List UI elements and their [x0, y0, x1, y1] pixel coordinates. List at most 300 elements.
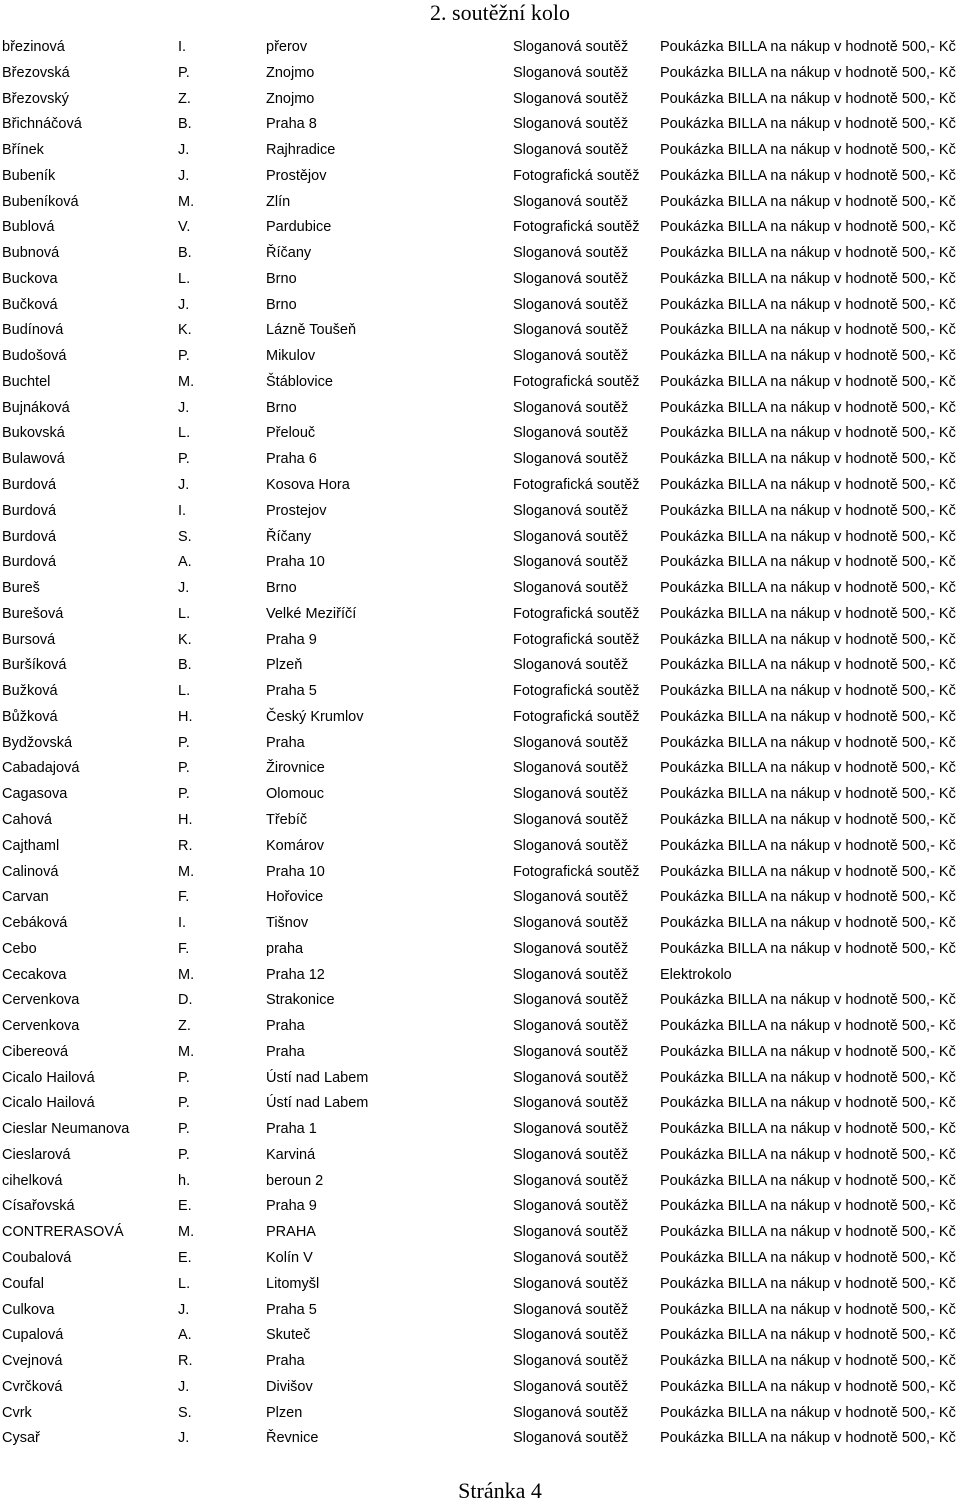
list-item: [0, 1145, 960, 1171]
entry-category: Fotografická soutěž: [513, 708, 640, 725]
entry-prize: Poukázka BILLA na nákup v hodnotě 500,- Kč: [660, 1275, 956, 1292]
entry-prize: Poukázka BILLA na nákup v hodnotě 500,- Kč: [660, 1430, 956, 1447]
entry-initial: J.: [178, 1430, 190, 1447]
entry-surname: Culkova: [2, 1301, 55, 1318]
entry-initial: P.: [178, 451, 190, 468]
list-item: [0, 965, 960, 991]
entry-city: Plzeň: [266, 657, 303, 674]
entry-surname: Calinová: [2, 863, 59, 880]
entry-initial: M.: [178, 193, 195, 210]
entry-prize: Poukázka BILLA na nákup v hodnotě 500,- Kč: [660, 296, 956, 313]
entry-category: Sloganová soutěž: [513, 1121, 629, 1138]
entry-initial: L.: [178, 425, 191, 442]
entry-category: Sloganová soutěž: [513, 554, 629, 571]
entry-initial: I.: [178, 502, 187, 519]
list-item: [0, 217, 960, 243]
entry-category: Sloganová soutěž: [513, 915, 629, 932]
list-item: [0, 89, 960, 115]
list-item: [0, 707, 960, 733]
entry-category: Sloganová soutěž: [513, 322, 629, 339]
entry-category: Sloganová soutěž: [513, 1275, 629, 1292]
list-item: [0, 423, 960, 449]
entry-initial: B.: [178, 116, 192, 133]
entry-city: Rajhradice: [266, 142, 336, 159]
entry-surname: Bučková: [2, 296, 58, 313]
entry-initial: L.: [178, 683, 191, 700]
entry-initial: M.: [178, 1224, 195, 1241]
entry-surname: Cvrčková: [2, 1378, 63, 1395]
entry-category: Sloganová soutěž: [513, 1146, 629, 1163]
entry-initial: S.: [178, 1404, 192, 1421]
entry-category: Sloganová soutěž: [513, 1249, 629, 1266]
entry-category: Fotografická soutěž: [513, 605, 640, 622]
entry-surname: Coufal: [2, 1275, 44, 1292]
entry-prize: Poukázka BILLA na nákup v hodnotě 500,- Kč: [660, 554, 956, 571]
entry-prize: Poukázka BILLA na nákup v hodnotě 500,- Kč: [660, 502, 956, 519]
entry-category: Sloganová soutěž: [513, 39, 629, 55]
entry-prize: Poukázka BILLA na nákup v hodnotě 500,- Kč: [660, 889, 956, 906]
entry-city: Brno: [266, 296, 297, 313]
entry-city: Praha: [266, 734, 305, 751]
page-title: 2. soutěžní kolo: [430, 0, 570, 25]
entry-city: Český Krumlov: [266, 708, 364, 725]
entry-city: Praha 10: [266, 863, 325, 880]
list-item: [0, 1428, 960, 1454]
entry-prize: Poukázka BILLA na nákup v hodnotě 500,- Kč: [660, 734, 956, 751]
entry-category: Sloganová soutěž: [513, 1095, 629, 1112]
entry-initial: J.: [178, 477, 190, 494]
entry-city: Ústí nad Labem: [266, 1069, 369, 1086]
entry-category: Fotografická soutěž: [513, 631, 640, 648]
entry-surname: Bureš: [2, 580, 40, 597]
entry-prize: Poukázka BILLA na nákup v hodnotě 500,- Kč: [660, 219, 956, 236]
entry-city: Praha: [266, 1353, 305, 1370]
entry-initial: R.: [178, 1353, 193, 1370]
entry-city: Praha 1: [266, 1121, 317, 1138]
entry-category: Fotografická soutěž: [513, 373, 640, 390]
entry-city: Praha 9: [266, 1198, 317, 1215]
entry-city: Litomyšl: [266, 1275, 320, 1292]
entry-city: Praha 10: [266, 554, 325, 571]
entry-surname: Budínová: [2, 322, 64, 339]
entry-initial: M.: [178, 863, 195, 880]
list-item: [0, 1016, 960, 1042]
entry-prize: Poukázka BILLA na nákup v hodnotě 500,- Kč: [660, 477, 956, 494]
entry-city: Brno: [266, 399, 297, 416]
entry-initial: J.: [178, 142, 190, 159]
entry-prize: Poukázka BILLA na nákup v hodnotě 500,- Kč: [660, 1224, 956, 1241]
entry-prize: Poukázka BILLA na nákup v hodnotě 500,- Kč: [660, 1327, 956, 1344]
entry-city: beroun 2: [266, 1172, 324, 1189]
entry-city: Znojmo: [266, 64, 315, 81]
entry-prize: Poukázka BILLA na nákup v hodnotě 500,- Kč: [660, 348, 956, 365]
entry-initial: B.: [178, 245, 192, 262]
entry-prize: Poukázka BILLA na nákup v hodnotě 500,- Kč: [660, 631, 956, 648]
entry-prize: Poukázka BILLA na nákup v hodnotě 500,- Kč: [660, 399, 956, 416]
list-item: [0, 1403, 960, 1429]
entry-city: Prostejov: [266, 502, 327, 519]
entry-surname: Císařovská: [2, 1198, 75, 1215]
entry-initial: h.: [178, 1172, 191, 1189]
entry-initial: H.: [178, 708, 193, 725]
entry-city: PRAHA: [266, 1224, 316, 1241]
entry-initial: A.: [178, 554, 192, 571]
entry-initial: H.: [178, 811, 193, 828]
entry-surname: Cebáková: [2, 915, 68, 932]
entry-surname: Březovská: [2, 64, 70, 81]
list-item: [0, 295, 960, 321]
entry-prize: Poukázka BILLA na nákup v hodnotě 500,- Kč: [660, 786, 956, 803]
entry-prize: Poukázka BILLA na nákup v hodnotě 500,- Kč: [660, 1146, 956, 1163]
entry-city: přerov: [266, 39, 308, 55]
entry-category: Sloganová soutěž: [513, 1301, 629, 1318]
entry-initial: P.: [178, 64, 190, 81]
entry-city: Brno: [266, 580, 297, 597]
entry-surname: březinová: [2, 39, 65, 55]
entry-surname: Bursová: [2, 631, 56, 648]
entry-surname: Cajthaml: [2, 837, 60, 854]
list-item: [0, 37, 960, 63]
entry-surname: Carvan: [2, 889, 49, 906]
entry-prize: Poukázka BILLA na nákup v hodnotě 500,- Kč: [660, 167, 956, 184]
list-item: [0, 1274, 960, 1300]
list-item: [0, 398, 960, 424]
entry-city: Velké Meziříčí: [266, 605, 357, 622]
entry-surname: Bůžková: [2, 708, 58, 725]
entry-initial: M.: [178, 373, 195, 390]
list-item: [0, 913, 960, 939]
entry-category: Sloganová soutěž: [513, 1378, 629, 1395]
entry-surname: Cvrk: [2, 1404, 32, 1421]
entry-category: Fotografická soutěž: [513, 167, 640, 184]
entry-category: Fotografická soutěž: [513, 477, 640, 494]
entry-surname: Burešová: [2, 605, 64, 622]
entry-surname: Cecakova: [2, 966, 67, 983]
entry-category: Sloganová soutěž: [513, 657, 629, 674]
entry-category: Sloganová soutěž: [513, 1018, 629, 1035]
entry-category: Sloganová soutěž: [513, 1172, 629, 1189]
page-number: Stránka 4: [458, 1478, 542, 1503]
entry-surname: Cicalo Hailová: [2, 1095, 95, 1112]
entry-prize: Poukázka BILLA na nákup v hodnotě 500,- Kč: [660, 270, 956, 287]
entry-prize: Poukázka BILLA na nákup v hodnotě 500,- Kč: [660, 425, 956, 442]
entry-surname: Burdová: [2, 502, 57, 519]
list-item: [0, 1300, 960, 1326]
entry-prize: Poukázka BILLA na nákup v hodnotě 500,- Kč: [660, 90, 956, 107]
list-item: [0, 527, 960, 553]
list-item: [0, 372, 960, 398]
entry-category: Sloganová soutěž: [513, 502, 629, 519]
list-item: [0, 449, 960, 475]
list-item: [0, 681, 960, 707]
entry-city: Praha 5: [266, 683, 317, 700]
entry-category: Sloganová soutěž: [513, 811, 629, 828]
entry-category: Sloganová soutěž: [513, 193, 629, 210]
entry-category: Sloganová soutěž: [513, 116, 629, 133]
list-item: [0, 578, 960, 604]
entry-city: Říčany: [266, 528, 312, 545]
entry-prize: Poukázka BILLA na nákup v hodnotě 500,- Kč: [660, 116, 956, 133]
entry-city: Praha: [266, 1018, 305, 1035]
list-item: [0, 604, 960, 630]
entry-category: Sloganová soutěž: [513, 837, 629, 854]
list-item: [0, 552, 960, 578]
entry-category: Sloganová soutěž: [513, 1224, 629, 1241]
entry-category: Sloganová soutěž: [513, 90, 629, 107]
list-item: [0, 243, 960, 269]
entry-category: Sloganová soutěž: [513, 1404, 629, 1421]
entry-initial: E.: [178, 1249, 192, 1266]
entry-surname: Bulawová: [2, 451, 65, 468]
entry-initial: I.: [178, 39, 187, 55]
list-item: [0, 630, 960, 656]
entry-prize: Poukázka BILLA na nákup v hodnotě 500,- Kč: [660, 142, 956, 159]
entry-initial: J.: [178, 167, 190, 184]
entry-initial: E.: [178, 1198, 192, 1215]
entry-city: praha: [266, 940, 304, 957]
list-item: [0, 192, 960, 218]
entry-surname: Cieslarová: [2, 1146, 71, 1163]
entry-surname: Břichnáčová: [2, 116, 82, 133]
entry-surname: Buckova: [2, 270, 58, 287]
entry-prize: Poukázka BILLA na nákup v hodnotě 500,- Kč: [660, 1121, 956, 1138]
list-item: [0, 140, 960, 166]
list-item: [0, 655, 960, 681]
entry-surname: CONTRERASOVÁ: [2, 1224, 124, 1241]
entry-initial: P.: [178, 734, 190, 751]
entry-city: Štáblovice: [266, 373, 333, 390]
entry-category: Sloganová soutěž: [513, 786, 629, 803]
list-item: [0, 1351, 960, 1377]
entry-surname: Cibereová: [2, 1043, 69, 1060]
entry-city: Brno: [266, 270, 297, 287]
entry-prize: Poukázka BILLA na nákup v hodnotě 500,- Kč: [660, 1172, 956, 1189]
entry-prize: Elektrokolo: [660, 966, 732, 983]
entry-surname: Bubeníková: [2, 193, 79, 210]
entry-category: Sloganová soutěž: [513, 966, 629, 983]
entry-city: Komárov: [266, 837, 325, 854]
entry-category: Sloganová soutěž: [513, 528, 629, 545]
list-item: [0, 862, 960, 888]
entry-surname: Bujnáková: [2, 399, 70, 416]
entry-surname: Cervenkova: [2, 992, 80, 1009]
entry-initial: L.: [178, 270, 191, 287]
entry-prize: Poukázka BILLA na nákup v hodnotě 500,- Kč: [660, 322, 956, 339]
list-item: [0, 1093, 960, 1119]
entry-prize: Poukázka BILLA na nákup v hodnotě 500,- Kč: [660, 760, 956, 777]
entry-initial: L.: [178, 605, 191, 622]
entry-surname: Cervenkova: [2, 1018, 80, 1035]
entry-city: Řevnice: [266, 1430, 319, 1447]
entry-initial: J.: [178, 399, 190, 416]
entry-city: Zlín: [266, 193, 291, 210]
entry-surname: Cieslar Neumanova: [2, 1121, 130, 1138]
entry-city: Plzen: [266, 1404, 303, 1421]
list-item: [0, 1377, 960, 1403]
entry-initial: P.: [178, 1146, 190, 1163]
entry-city: Kolín V: [266, 1249, 313, 1266]
entry-category: Sloganová soutěž: [513, 760, 629, 777]
entry-surname: Cahová: [2, 811, 52, 828]
list-item: [0, 1248, 960, 1274]
entry-city: Třebíč: [266, 811, 308, 828]
entry-city: Strakonice: [266, 992, 335, 1009]
entry-initial: D.: [178, 992, 193, 1009]
entry-surname: Cebo: [2, 940, 37, 957]
entry-city: Žirovnice: [266, 760, 325, 777]
entry-category: Sloganová soutěž: [513, 1043, 629, 1060]
list-item: [0, 733, 960, 759]
entry-category: Sloganová soutěž: [513, 1327, 629, 1344]
entry-prize: Poukázka BILLA na nákup v hodnotě 500,- Kč: [660, 683, 956, 700]
entry-prize: Poukázka BILLA na nákup v hodnotě 500,- Kč: [660, 451, 956, 468]
entry-prize: Poukázka BILLA na nákup v hodnotě 500,- Kč: [660, 837, 956, 854]
entry-surname: Burdová: [2, 554, 57, 571]
entry-surname: cihelková: [2, 1172, 63, 1189]
entry-city: Praha 6: [266, 451, 317, 468]
entry-initial: P.: [178, 1121, 190, 1138]
entry-initial: S.: [178, 528, 192, 545]
entry-category: Sloganová soutěž: [513, 399, 629, 416]
list-item: [0, 501, 960, 527]
entry-initial: L.: [178, 1275, 191, 1292]
entry-surname: Bubeník: [2, 167, 56, 184]
entry-surname: Cvejnová: [2, 1353, 63, 1370]
entry-initial: F.: [178, 889, 190, 906]
entry-city: Skuteč: [266, 1327, 311, 1344]
entry-initial: J.: [178, 580, 190, 597]
list-item: [0, 166, 960, 192]
entry-prize: Poukázka BILLA na nákup v hodnotě 500,- Kč: [660, 708, 956, 725]
entry-city: Prostějov: [266, 167, 327, 184]
entry-surname: Bydžovská: [2, 734, 73, 751]
entry-initial: P.: [178, 760, 190, 777]
list-item: [0, 1171, 960, 1197]
entry-category: Sloganová soutěž: [513, 940, 629, 957]
entry-category: Sloganová soutěž: [513, 142, 629, 159]
entry-prize: Poukázka BILLA na nákup v hodnotě 500,- Kč: [660, 39, 956, 55]
entry-category: Sloganová soutěž: [513, 889, 629, 906]
entry-prize: Poukázka BILLA na nákup v hodnotě 500,- Kč: [660, 1378, 956, 1395]
entry-initial: I.: [178, 915, 187, 932]
entry-surname: Buchtel: [2, 373, 51, 390]
entry-city: Praha 8: [266, 116, 317, 133]
entry-city: Znojmo: [266, 90, 315, 107]
list-item: [0, 1119, 960, 1145]
entry-surname: Březovský: [2, 90, 69, 107]
entry-initial: A.: [178, 1327, 192, 1344]
entry-prize: Poukázka BILLA na nákup v hodnotě 500,- Kč: [660, 528, 956, 545]
entry-category: Sloganová soutěž: [513, 270, 629, 287]
list-item: [0, 836, 960, 862]
entry-initial: Z.: [178, 90, 191, 107]
entry-prize: Poukázka BILLA na nákup v hodnotě 500,- Kč: [660, 1043, 956, 1060]
entry-category: Fotografická soutěž: [513, 863, 640, 880]
entry-city: Praha 12: [266, 966, 325, 983]
entry-surname: Budošová: [2, 348, 67, 365]
entry-city: Lázně Toušeň: [266, 322, 357, 339]
entry-initial: P.: [178, 1095, 190, 1112]
entry-city: Tišnov: [266, 915, 309, 932]
entry-city: Mikulov: [266, 348, 316, 365]
entry-category: Sloganová soutěž: [513, 992, 629, 1009]
entry-initial: P.: [178, 348, 190, 365]
entry-initial: J.: [178, 296, 190, 313]
entry-initial: R.: [178, 837, 193, 854]
list-item: [0, 1068, 960, 1094]
list-item: [0, 990, 960, 1016]
list-item: [0, 1196, 960, 1222]
list-item: [0, 758, 960, 784]
entry-initial: F.: [178, 940, 190, 957]
entry-initial: B.: [178, 657, 192, 674]
entry-prize: Poukázka BILLA na nákup v hodnotě 500,- Kč: [660, 373, 956, 390]
entry-initial: M.: [178, 966, 195, 983]
entry-city: Hořovice: [266, 889, 324, 906]
entry-initial: V.: [178, 219, 191, 236]
entry-category: Sloganová soutěž: [513, 245, 629, 262]
winners-list: [0, 37, 960, 1454]
entry-city: Karviná: [266, 1146, 316, 1163]
entry-category: Fotografická soutěž: [513, 219, 640, 236]
entry-prize: Poukázka BILLA na nákup v hodnotě 500,- Kč: [660, 580, 956, 597]
entry-surname: Burdová: [2, 477, 57, 494]
entry-initial: P.: [178, 1069, 190, 1086]
entry-city: Praha: [266, 1043, 305, 1060]
entry-surname: Cagasova: [2, 786, 68, 803]
entry-prize: Poukázka BILLA na nákup v hodnotě 500,- Kč: [660, 811, 956, 828]
list-item: [0, 346, 960, 372]
entry-city: Ústí nad Labem: [266, 1095, 369, 1112]
entry-city: Říčany: [266, 245, 312, 262]
entry-category: Sloganová soutěž: [513, 64, 629, 81]
entry-prize: Poukázka BILLA na nákup v hodnotě 500,- Kč: [660, 915, 956, 932]
entry-prize: Poukázka BILLA na nákup v hodnotě 500,- Kč: [660, 1353, 956, 1370]
entry-surname: Bužková: [2, 683, 58, 700]
list-item: [0, 63, 960, 89]
entry-category: Sloganová soutěž: [513, 734, 629, 751]
entry-prize: Poukázka BILLA na nákup v hodnotě 500,- Kč: [660, 193, 956, 210]
entry-category: Sloganová soutěž: [513, 1069, 629, 1086]
entry-prize: Poukázka BILLA na nákup v hodnotě 500,- Kč: [660, 1198, 956, 1215]
entry-city: Divišov: [266, 1378, 313, 1395]
entry-surname: Cicalo Hailová: [2, 1069, 95, 1086]
entry-surname: Burdová: [2, 528, 57, 545]
entry-category: Sloganová soutěž: [513, 451, 629, 468]
entry-category: Sloganová soutěž: [513, 348, 629, 365]
entry-category: Sloganová soutěž: [513, 1198, 629, 1215]
entry-initial: K.: [178, 631, 192, 648]
entry-initial: P.: [178, 786, 190, 803]
list-item: [0, 114, 960, 140]
entry-prize: Poukázka BILLA na nákup v hodnotě 500,- Kč: [660, 1069, 956, 1086]
list-item: [0, 1325, 960, 1351]
entry-surname: Břínek: [2, 142, 44, 159]
entry-category: Sloganová soutěž: [513, 296, 629, 313]
list-item: [0, 1222, 960, 1248]
entry-prize: Poukázka BILLA na nákup v hodnotě 500,- Kč: [660, 863, 956, 880]
entry-category: Sloganová soutěž: [513, 1430, 629, 1447]
entry-initial: J.: [178, 1378, 190, 1395]
list-item: [0, 784, 960, 810]
entry-prize: Poukázka BILLA na nákup v hodnotě 500,- Kč: [660, 940, 956, 957]
list-item: [0, 1042, 960, 1068]
entry-surname: Bubnová: [2, 245, 60, 262]
entry-prize: Poukázka BILLA na nákup v hodnotě 500,- Kč: [660, 992, 956, 1009]
entry-city: Olomouc: [266, 786, 325, 803]
entry-surname: Buršíková: [2, 657, 67, 674]
entry-surname: Bublová: [2, 219, 55, 236]
